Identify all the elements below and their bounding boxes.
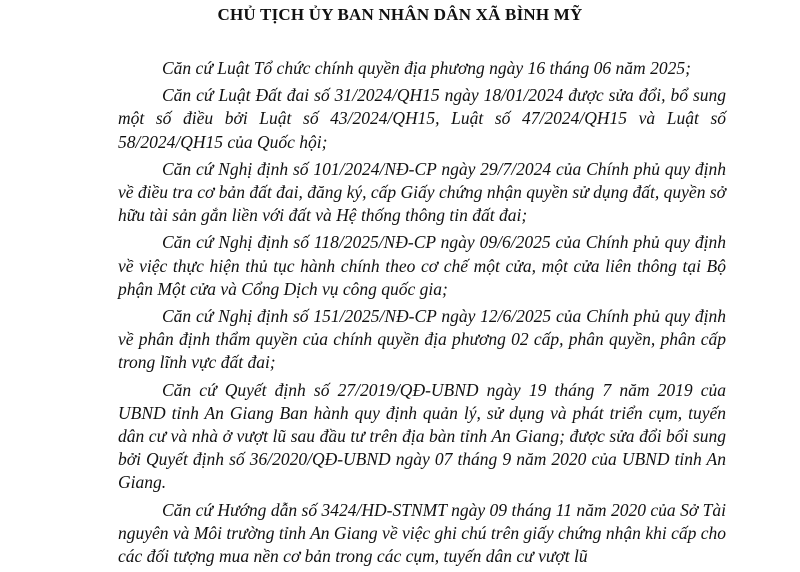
legal-basis-paragraph: Căn cứ Hướng dẫn số 3424/HD-STNMT ngày 09 tháng 11 năm 2020 của Sở Tài nguyên và Môi trường tỉnh An Giang về việc ghi chú trên giấy chứng nhận khi cấp cho các đối tượng mua nền cơ bản trong các cụm, tuyến dân cư vượt lũ xyxy=(118,499,726,567)
legal-basis-paragraph: Căn cứ Nghị định số 118/2025/NĐ-CP ngày 09/6/2025 của Chính phủ quy định về việc thực hiện thủ tục hành chính theo cơ chế một cửa, một cửa liên thông tại Bộ phận Một cửa và Cổng Dịch vụ công quốc gia; xyxy=(118,232,726,299)
document-title: CHỦ TỊCH ỦY BAN NHÂN DÂN XÃ BÌNH MỸ xyxy=(217,5,583,24)
legal-basis-paragraph: Căn cứ Nghị định số 151/2025/NĐ-CP ngày 12/6/2025 của Chính phủ quy định về phân định thẩm quyền của chính quyền địa phương 02 cấp, phân quyền, phân cấp trong lĩnh vực đất đai; xyxy=(118,306,726,373)
legal-basis-paragraph: Căn cứ Quyết định số 27/2019/QĐ-UBND ngày 19 tháng 7 năm 2019 của UBND tỉnh An Giang Ban hành quy định quản lý, sử dụng và phát triển cụm, tuyến dân cư và nhà ở vượt lũ sau đầu tư trên địa bàn tỉnh An Giang; được sửa đổi bổi sung bởi Quyết định số 36/2020/QĐ-UBND ngày 07 tháng 9 năm 2020 của UBND tỉnh An Giang. xyxy=(118,379,726,493)
document-body xyxy=(118,57,726,572)
legal-basis-paragraph: Căn cứ Nghị định số 101/2024/NĐ-CP ngày 29/7/2024 của Chính phủ quy định về điều tra cơ bản đất đai, đăng ký, cấp Giấy chứng nhận quyền sử dụng đất, quyền sở hữu tài sản gắn liền với đất và Hệ thống thông tin đất đai; xyxy=(118,158,726,226)
legal-basis-paragraph: Căn cứ Luật Đất đai số 31/2024/QH15 ngày 18/01/2024 được sửa đổi, bổ sung một số điều bởi Luật số 43/2024/QH15, Luật số 47/2024/QH15 và Luật số 58/2024/QH15 của Quốc hội; xyxy=(118,85,726,152)
legal-basis-paragraph: Căn cứ Luật Tổ chức chính quyền địa phương ngày 16 tháng 06 năm 2025; xyxy=(162,58,691,78)
